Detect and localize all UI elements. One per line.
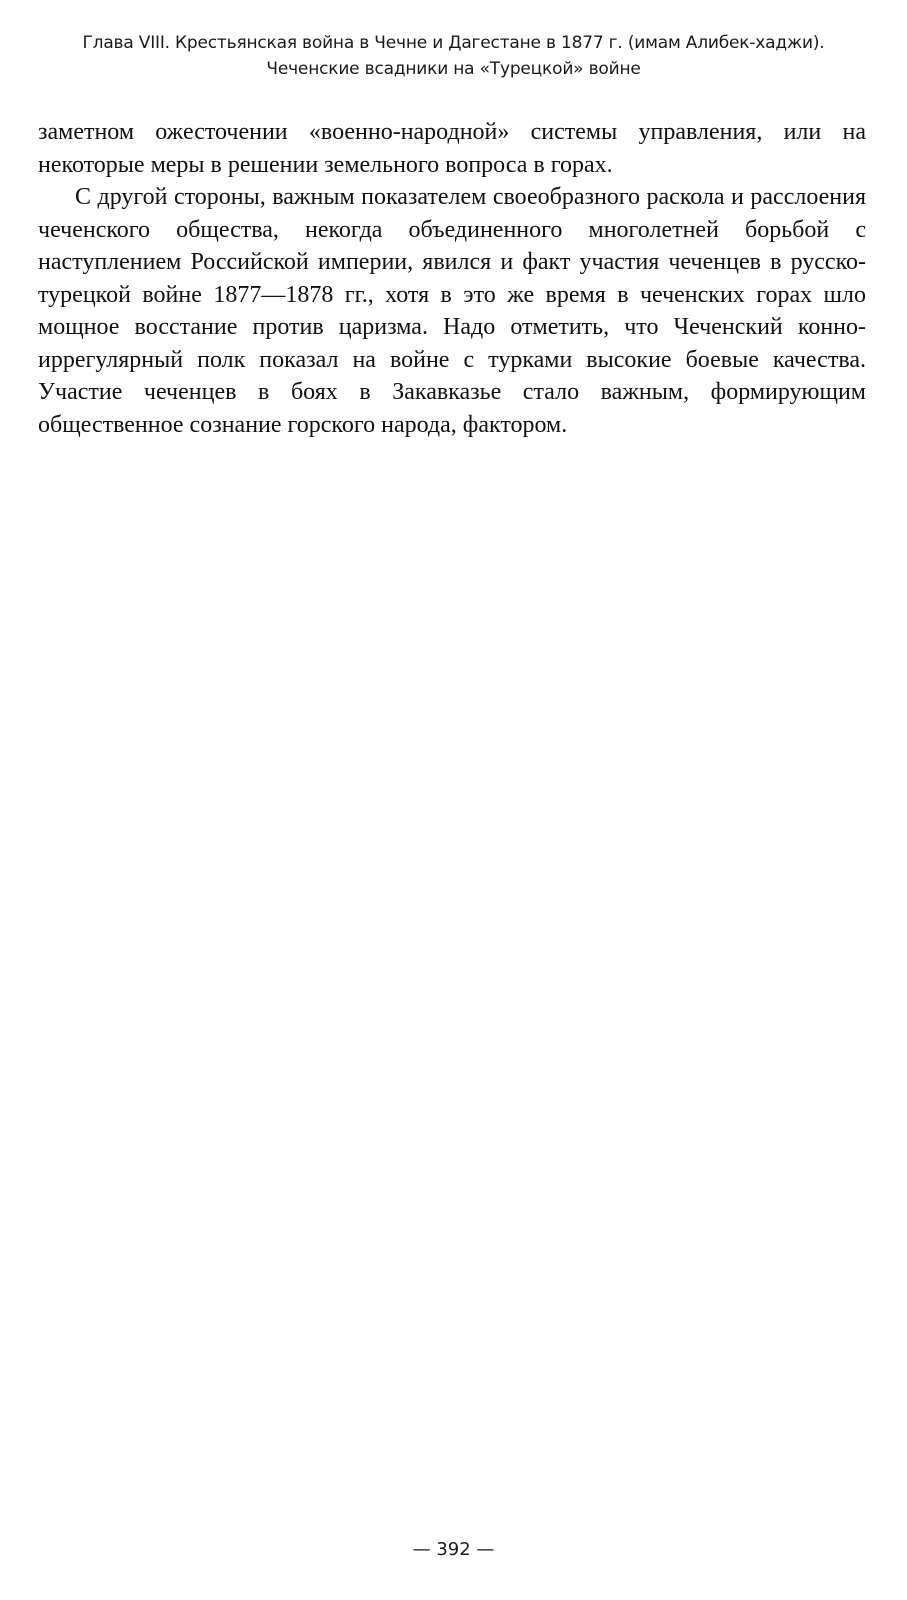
paragraph-continued: заметном ожесточении «военно-народной» системы управления, или на некоторые меры в решении земельного вопроса в горах.: [38, 119, 866, 178]
running-head-line-1: Глава VIII. Крестьянская война в Чечне и Дагестане в 1877 г. (имам Алибек-хаджи).: [82, 33, 825, 53]
paragraph: С другой стороны, важным показателем своеобразного раскола и расслоения чеченского общества, некогда объединенного многолетней борьбой с наступлением Российской империи, явился и факт участия чеченцев в русско-турецкой войне 1877—1878 гг., хотя в это же время в чеченских горах шло мощное восстание против царизма. Надо отметить, что Чеченский конно-иррегулярный полк показал на войне с турками высокие боевые качества. Участие чеченцев в боях в Закавказье стало важным, формирующим общественное сознание горского народа, фактором.: [38, 184, 866, 438]
body-text: [38, 116, 866, 441]
running-head: [40, 30, 867, 82]
running-head-line-2: Чеченские всадники на «Турецкой» войне: [266, 59, 641, 79]
page-number: — 392 —: [412, 1539, 495, 1560]
